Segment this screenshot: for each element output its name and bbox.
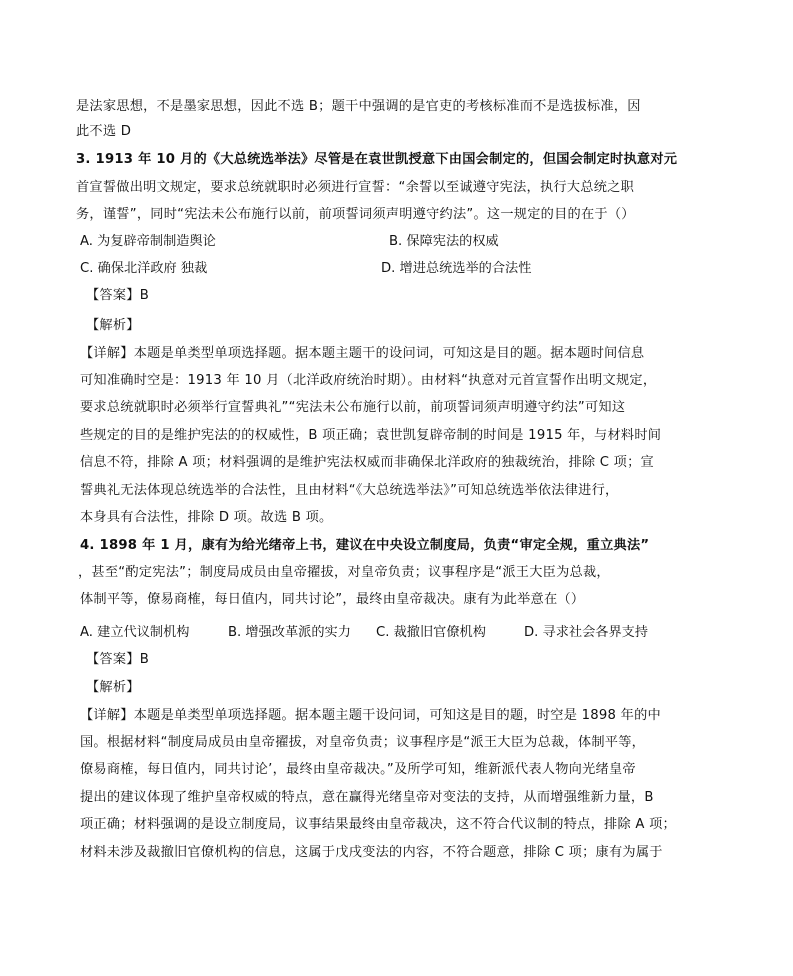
question-3-analysis-label: 【解析】 (86, 318, 140, 333)
question-3-stem-line: 3. 1913 年 10 月的《大总统选举法》尽管是在袁世凯授意下由国会制定的，但国会制定时执意对元 (76, 152, 678, 167)
question-4-stem-line: 4. 1898 年 1 月，康有为给光绪帝上书，建议在中央设立制度局，负责“审定全规，重立典法” (80, 538, 650, 553)
question-3-explanation-line: 【详解】本题是单类型单项选择题。据本题主题干的设问词，可知这是目的题。据本题时间信息 (80, 346, 645, 361)
question-4-explanation-line: 国。根据材料“制度局成员由皇帝擢拔，对皇帝负责；议事程序是“派王大臣为总裁，体制平等， (80, 735, 646, 750)
question-4-explanation-line: 提出的建议体现了维护皇帝权威的特点，意在赢得光绪皇帝对变法的支持，从而增强维新力量，B (80, 790, 654, 805)
question-3-option-d: D. 增进总统选举的合法性 (381, 261, 532, 276)
question-4-stem-line: 体制平等，僚易商榷，每日值内，同共讨论”，最终由皇帝裁决。康有为此举意在（） (80, 592, 585, 607)
question-3-explanation-line: 信息不符，排除 A 项；材料强调的是维护宪法权威而非确保北洋政府的独裁统治，排除 C 项；宣 (80, 455, 654, 470)
question-4-option-a: A. 建立代议制机构 (80, 625, 190, 640)
question-4-explanation-line: 项正确；材料强调的是设立制度局，议事结果最终由皇帝裁决，这不符合代议制的特点，排除 A 项； (80, 817, 676, 832)
question-4-option-b: B. 增强改革派的实力 (228, 625, 351, 640)
text-line: 是法家思想，不是墨家思想，因此不选 B；题干中强调的是官吏的考核标准而不是选拔标准，因 (76, 99, 641, 114)
question-3-option-a: A. 为复辟帝制制造舆论 (80, 234, 216, 249)
question-3-stem-line: 首宣誓做出明文规定，要求总统就职时必须进行宣誓：“余誓以至诚遵守宪法，执行大总统之职 (76, 180, 635, 195)
question-4-explanation-line: 僚易商榷，每日值内，同共讨论’，最终由皇帝裁决。”及所学可知，维新派代表人物向光绪皇帝 (80, 762, 636, 777)
question-4-explanation-line: 【详解】本题是单类型单项选择题。据本题主题干设问词，可知这是目的题，时空是 1898 年的中 (80, 708, 661, 723)
question-3-explanation-line: 誓典礼无法体现总统选举的合法性，且由材料“《大总统选举法》”可知总统选举依法律进行， (80, 483, 619, 498)
question-4-stem-line: ，甚至“酌定宪法”；制度局成员由皇帝擢拔，对皇帝负责；议事程序是“派王大臣为总裁， (78, 565, 610, 580)
question-3-stem-line: 务，谨誓”，同时“宪法未公布施行以前，前项誓词须声明遵守约法”。这一规定的目的在于（） (76, 207, 635, 222)
question-3-explanation-line: 可知准确时空是：1913 年 10 月（北洋政府统治时期）。由材料“执意对元首宣誓作出明文规定， (80, 373, 657, 388)
question-3-explanation-line: 些规定的目的是维护宪法的的权威性，B 项正确；袁世凯复辟帝制的时间是 1915 年，与材料时间 (80, 428, 662, 443)
question-4-option-d: D. 寻求社会各界支持 (524, 625, 649, 640)
question-3-option-c: C. 确保北洋政府 独裁 (80, 261, 208, 276)
question-4-explanation-line: 材料未涉及裁撤旧官僚机构的信息，这属于戊戌变法的内容，不符合题意，排除 C 项；康有为属于 (80, 845, 663, 860)
text-line: 此不选 D (76, 124, 132, 139)
question-3-answer: 【答案】B (86, 288, 150, 303)
question-4-answer: 【答案】B (86, 652, 150, 667)
question-3-explanation-line: 本身具有合法性，排除 D 项。故选 B 项。 (80, 510, 333, 525)
question-3-option-b: B. 保障宪法的权威 (389, 234, 499, 249)
question-3-explanation-line: 要求总统就职时必须举行宣誓典礼”“宪法未公布施行以前，前项誓词须声明遵守约法”可知这 (80, 400, 626, 415)
question-4-option-c: C. 裁撤旧官僚机构 (376, 625, 486, 640)
question-4-analysis-label: 【解析】 (86, 680, 140, 695)
